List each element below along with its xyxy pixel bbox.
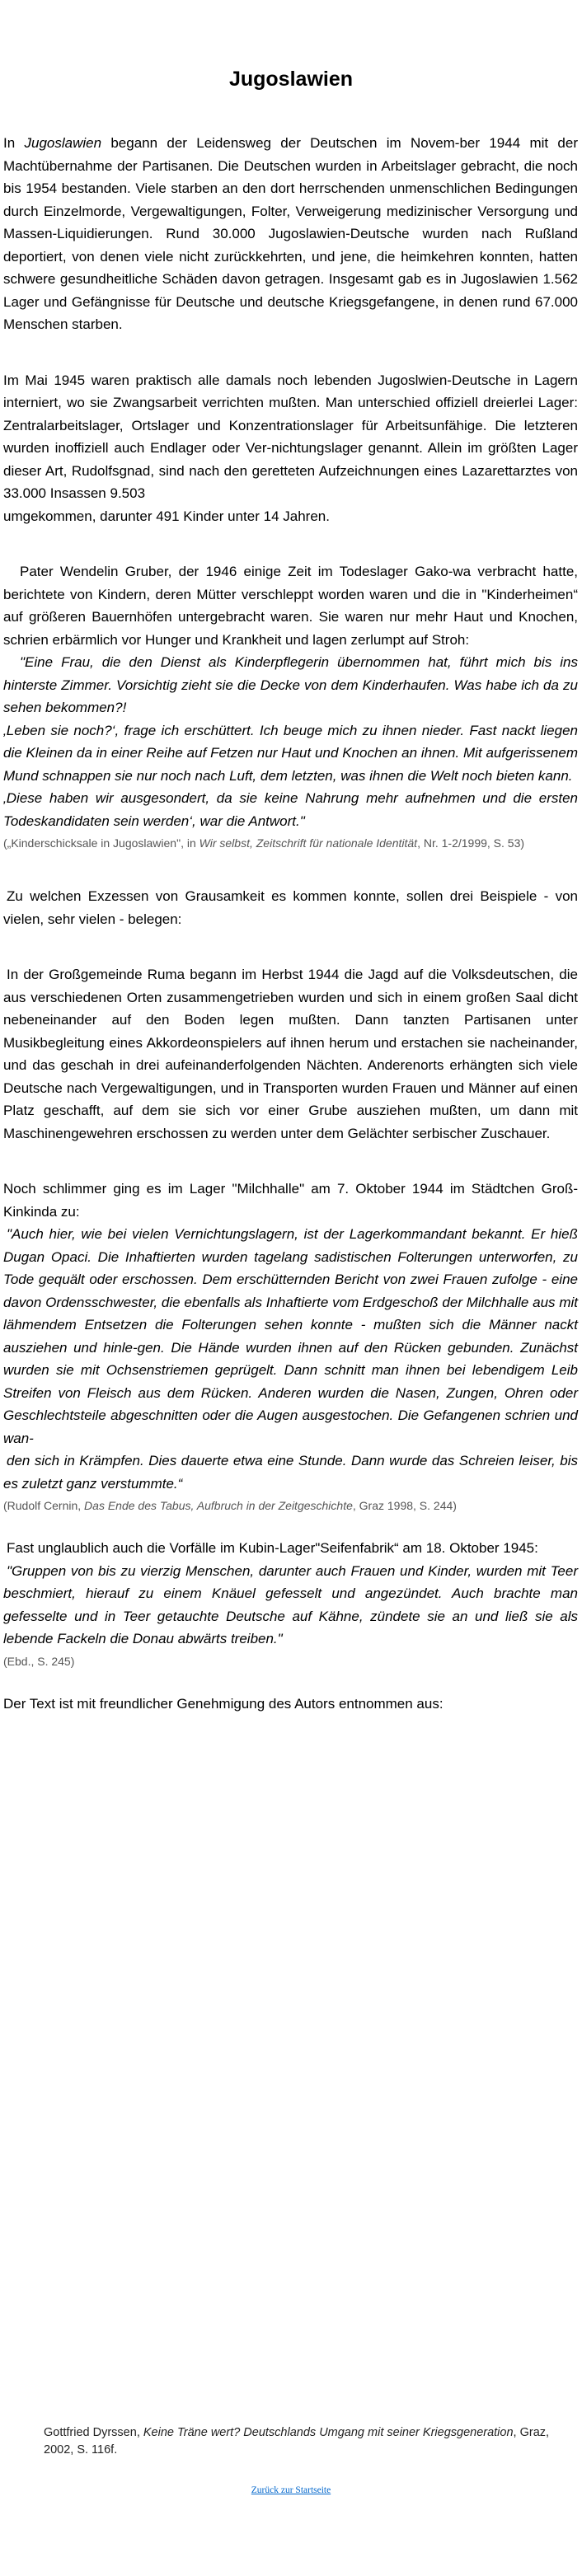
- text: („Kinderschicksale in Jugoslawien", in: [3, 836, 199, 850]
- quote-kubin: "Gruppen von bis zu vierzig Menschen, darunter auch Frauen und Kinder, wurden mit Teer beschmiert, hierauf zu einem Knäuel gefesselt und angezündet. Auch brachte man gefesselte und in Teer getauchte Deutsche auf Kähne, zündete sie an und ließ sie als lebende Fackeln die Donau abwärts treiben.": [3, 1562, 578, 1646]
- paragraph-gruber: Pater Wendelin Gruber, der 1946 einige Zeit im Todeslager Gako-wa verbracht hatte, berichtete von Kindern, deren Mütter verschleppt worden waren und die in "Kinderheimen“ auf größeren Bauernhöfen untergebracht waren. Sie waren nur mehr Haut und Knochen, schrien erbärmlich vor Hunger und Krankheit und lagen zerlumpt auf Stroh:: [3, 564, 578, 648]
- spacer: [3, 1145, 578, 1178]
- citation-title: Das Ende des Tabus, Aufbruch in der Zeitgeschichte: [84, 1499, 353, 1512]
- spacer: [3, 930, 578, 963]
- spacer: [3, 527, 578, 560]
- paragraph-camps: [3, 369, 578, 505]
- spacer: [3, 1670, 578, 1693]
- quote-gruber-1: "Eine Frau, die den Dienst als Kinderpflegerin übernommen hat, führt mich bis ins hinterste Zimmer. Vorsichtig zieht sie die Decke von dem Kinderhaufen. Was habe ich da zu sehen bekommen?!: [3, 654, 578, 715]
- source-reference: [44, 2424, 571, 2459]
- footer: [0, 2485, 582, 2495]
- text: , Graz 1998, S. 244): [352, 1499, 457, 1512]
- paragraph-intro: [3, 132, 578, 336]
- reference-title: Keine Träne wert? Deutschlands Umgang mit seiner Kriegsgeneration: [143, 2426, 514, 2439]
- quote-gruber-3: ‚Diese haben wir ausgesondert, da sie keine Nahrung mehr aufnehmen und die ersten Todeskandidaten sein werden‘, war die Antwort.": [3, 790, 578, 829]
- spacer: [3, 852, 578, 885]
- citation-title: Wir selbst, Zeitschrift für nationale Identität: [199, 836, 418, 850]
- paragraph-ruma: In der Großgemeinde Ruma begann im Herbst 1944 die Jagd auf die Volksdeutschen, die aus verschiedenen Orten zusammengetrieben wurden und sich in einem großen Saal dicht nebeneinander auf den Boden legen mußten. Dann tanzten Partisanen unter Musikbegleitung eines Akkordeonspielers auf ihnen herum und erstachen sie nacheinander, und das geschah in drei aufeinanderfolgenden Nächten. Anderenorts erhängten sich viele Deutsche nach Vergewaltigungen, und in Transporten wurden Frauen und Männer auf einen Platz geschafft, auf dem sie sich vor einer Grube ausziehen mußten, um dann mit Maschinengewehren erschossen zu werden unter dem Gelächter serbischer Zuschauer.: [3, 967, 578, 1141]
- text: Im Mai 1945 waren praktisch alle damals noch lebenden Jugoslwien-Deutsche in Lagern interniert, wo sie Zwangsarbeit verrichten mußten. Man unterschied offiziell dreierlei Lager: Zentralarbeitslager, Ortslager und Konzentrationslager für Arbeitsunfähige. Die letzteren wurden inoffiziell auch Endlager oder Ver-nichtungslager genannt. Allein im größten Lager dieser Art, Rudolfsgnad, sind nach den geretteten Aufzeichnungen eines Lazarettarztes von 33.000 Insassen 9.503: [3, 372, 578, 501]
- text: In: [3, 135, 25, 151]
- text: , Nr. 1-2/1999, S. 53): [417, 836, 525, 850]
- paragraph-kubin: Fast unglaublich auch die Vorfälle im Kubin-Lager"Seifenfabrik“ am 18. Oktober 1945:: [7, 1540, 538, 1556]
- spacer: [3, 336, 578, 369]
- paragraph-milchhalle: Noch schlimmer ging es im Lager "Milchhalle" am 7. Oktober 1944 im Städtchen Groß-Kinkinda zu:: [3, 1181, 578, 1220]
- paragraph-examples: Zu welchen Exzessen von Grausamkeit es kommen konnte, sollen drei Beispiele - von vielen, sehr vielen - belegen:: [3, 888, 578, 927]
- page-title: Jugoslawien: [228, 68, 354, 91]
- paragraph-camps-end: umgekommen, darunter 491 Kinder unter 14 Jahren.: [3, 508, 330, 524]
- reference-details: , Graz, 2002, S. 116f.: [44, 2426, 550, 2457]
- citation-3: (Ebd., S. 245): [3, 1654, 75, 1668]
- paragraph-permission: Der Text ist mit freundlicher Genehmigung des Autors entnommen aus:: [3, 1695, 444, 1712]
- citation-1: [3, 834, 578, 852]
- emphasis-country: Jugoslawien: [24, 135, 102, 151]
- quote-milchhalle: "Auch hier, wie bei vielen Vernichtungslagern, ist der Lagerkommandant bekannt. Er hieß Dugan Opaci. Die Inhaftierten wurden tagelang sadistischen Folterungen unterworfen, zu Tode gequält oder erschossen. Dem erschütternden Bericht von zwei Frauen zufolge - eine davon Ordensschwester, die ebenfalls als Inhaftierte vom Erdgeschoß der Milchhalle aus mit lähmendem Entsetzen die Folterungen sehen konnte - mußten sich die Männer nackt ausziehen und hinle-gen. Die Hände wurden ihnen auf den Rücken gebunden. Zunächst wurden sie mit Ochsenstriemen geprügelt. Dann schnitt man ihnen bei lebendigem Leib Streifen von Fleisch aus dem Rücken. Anderen wurden die Nasen, Zungen, Ohren oder Geschlechtsteile abgeschnitten oder die Augen ausgestochen. Die Gefangenen schrien und wan-: [3, 1226, 578, 1446]
- spacer: [3, 1515, 578, 1537]
- back-to-home-link[interactable]: Zurück zur Startseite: [251, 2485, 331, 2495]
- article-body: [3, 132, 578, 1715]
- quote-gruber-2: ‚Leben sie noch?‘, frage ich erschüttert. Ich beuge mich zu ihnen nieder. Fast nackt liegen die Kleinen da in einer Reihe auf Fetzen nur Haut und Knochen an ihnen. Mit aufgerissenem Mund schnappen sie nur noch nach Luft, dem letzten, was ihnen die Welt noch bieten kann.: [3, 722, 578, 784]
- quote-milchhalle-end: den sich in Krämpfen. Dies dauerte etwa eine Stunde. Dann wurde das Schreien leiser, bis es zuletzt ganz verstummte.“: [3, 1453, 578, 1492]
- text: (Rudolf Cernin,: [3, 1499, 85, 1512]
- reference-author: Gottfried Dyrssen,: [44, 2426, 143, 2439]
- citation-2: [3, 1496, 578, 1515]
- text: begann der Leidensweg der Deutschen im Novem-ber 1944 mit der Machtübernahme der Partisanen. Die Deutschen wurden in Arbeitslager gebracht, die noch bis 1954 bestanden. Viele starben an den dort herrschenden unmenschlichen Bedingungen durch Einzelmorde, Vergewaltigungen, Folter, Verweigerung medizinischer Versorgung und Massen-Liquidierungen. Rund 30.000 Jugoslawien-Deutsche wurden nach Rußland deportiert, von denen viele nicht zurückkehrten, und jene, die heimkehren konnten, hatten schwere gesundheitliche Schäden davon getragen. Insgesamt gab es in Jugoslawien 1.562 Lager und Gefängnisse für Deutsche und deutsche Kriegsgefangene, in denen rund 67.000 Menschen starben.: [3, 135, 578, 332]
